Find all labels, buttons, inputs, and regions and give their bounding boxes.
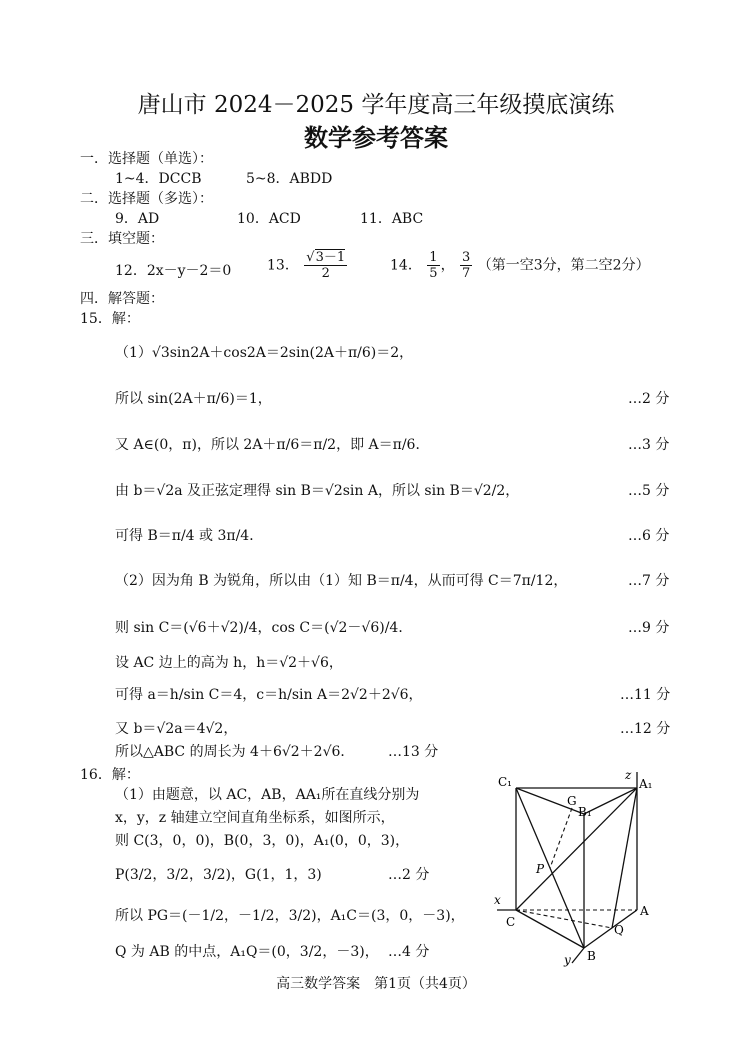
- q16-line-2: x，y，z 轴建立空间直角坐标系，如图所示，: [115, 810, 395, 826]
- q15-line-6: （2）因为角 B 为锐角，所以由（1）知 B＝π/4，从而可得 C＝7π/12，: [115, 573, 568, 589]
- q14-answer: 14． $\frac{1}{5}$ ， $\frac{3}{7}$ （第一空3分，第二空2分）: [390, 250, 650, 281]
- q16-line-5: 所以 PG＝(－1/2，－1/2，3/2)，A₁C＝(3，0，－3)，: [115, 908, 465, 924]
- q15-line-8: 设 AC 边上的高为 h，h＝√2＋√6，: [115, 655, 343, 671]
- label-b1: B₁: [578, 805, 592, 819]
- q16-line-3: 则 C(3，0，0)，B(0，3，0)，A₁(0，0，3)，: [115, 833, 410, 849]
- section-1-answers: 1~4．DCCB 5~8．ABDD: [115, 171, 333, 187]
- q15-line-2: 所以 sin(2A＋π/6)＝1，: [115, 391, 272, 407]
- q15-points-5: …6 分: [628, 528, 670, 544]
- page-subtitle: 数学参考答案: [304, 123, 448, 152]
- q15-line-10: 又 b＝√2a＝4√2，: [115, 721, 238, 737]
- q16-points-4: …2 分: [388, 867, 430, 883]
- label-y: y: [564, 953, 571, 967]
- seg-c-q-hidden: [516, 910, 612, 928]
- seg-g-p-hidden: [550, 808, 572, 868]
- q15-points-11: …13 分: [388, 744, 439, 760]
- q15-points-6: …7 分: [628, 573, 670, 589]
- section-3-label: 三．填空题：: [80, 231, 164, 247]
- label-b: B: [587, 949, 596, 963]
- q15-label: 15．解：: [80, 311, 140, 327]
- q16-line-4: P(3/2，3/2，3/2)，G(1，1，3): [115, 867, 322, 883]
- q16-points-6: …4 分: [388, 944, 430, 960]
- q15-points-7: …9 分: [628, 620, 670, 636]
- label-a1: A₁: [639, 777, 653, 791]
- edge-b1-a1: [584, 788, 637, 814]
- q12-answer: 12．2x－y－2＝0: [115, 263, 232, 279]
- q15-points-10: …12 分: [620, 721, 671, 737]
- y-axis: [572, 948, 584, 963]
- label-q: Q: [614, 923, 624, 937]
- page-footer: 高三数学答案 第1页（共4页）: [276, 976, 476, 992]
- q15-points-2: …2 分: [628, 391, 670, 407]
- section-2-label: 二．选择题（多选）：: [80, 191, 213, 207]
- q15-points-9: …11 分: [620, 687, 671, 703]
- section-1-label: 一．选择题（单选）：: [80, 151, 213, 167]
- prism-figure: [492, 770, 664, 970]
- label-x: x: [494, 893, 501, 907]
- label-g: G: [567, 794, 577, 808]
- q15-line-3: 又 A∈(0，π)，所以 2A＋π/6＝π/2，即 A＝π/6．: [115, 437, 430, 453]
- q13-answer: 13． $\frac{√3-1}{2}$: [267, 250, 346, 281]
- q15-line-11: 所以△ABC 的周长为 4＋6√2＋2√6．: [115, 744, 355, 760]
- label-c1: C₁: [498, 775, 512, 789]
- page-title: 唐山市 2024－2025 学年度高三年级摸底演练: [137, 92, 615, 118]
- q15-line-1: （1）√3sin2A＋cos2A＝2sin(2A＋π/6)＝2，: [115, 345, 414, 361]
- q15-line-9: 可得 a＝h/sin C＝4，c＝h/sin A＝2√2＋2√6，: [115, 687, 423, 703]
- q15-points-4: …5 分: [628, 483, 670, 499]
- q15-line-4: 由 b＝√2a 及正弦定理得 sin B＝√2sin A，所以 sin B＝√2/2，: [115, 483, 520, 499]
- label-c: C: [506, 915, 516, 929]
- q16-line-6: Q 为 AB 的中点，A₁Q＝(0，3/2，－3)，: [115, 944, 379, 960]
- q15-points-3: …3 分: [628, 437, 670, 453]
- q10-answer: 10．ACD: [237, 211, 301, 227]
- label-a: A: [640, 904, 649, 918]
- q9-answer: 9．AD: [115, 211, 160, 227]
- section-4-label: 四．解答题：: [80, 291, 164, 307]
- edge-b-a: [584, 910, 637, 948]
- q16-line-1: （1）由题意，以 AC，AB，AA₁所在直线分别为: [115, 787, 420, 803]
- q16-label: 16．解：: [80, 767, 140, 783]
- label-p: P: [536, 862, 545, 876]
- label-z: z: [625, 770, 632, 782]
- edge-c-b: [516, 910, 584, 948]
- q11-answer: 11．ABC: [360, 211, 424, 227]
- q15-line-5: 可得 B＝π/4 或 3π/4．: [115, 528, 264, 544]
- q15-line-7: 则 sin C＝(√6＋√2)/4，cos C＝(√2－√6)/4．: [115, 620, 413, 636]
